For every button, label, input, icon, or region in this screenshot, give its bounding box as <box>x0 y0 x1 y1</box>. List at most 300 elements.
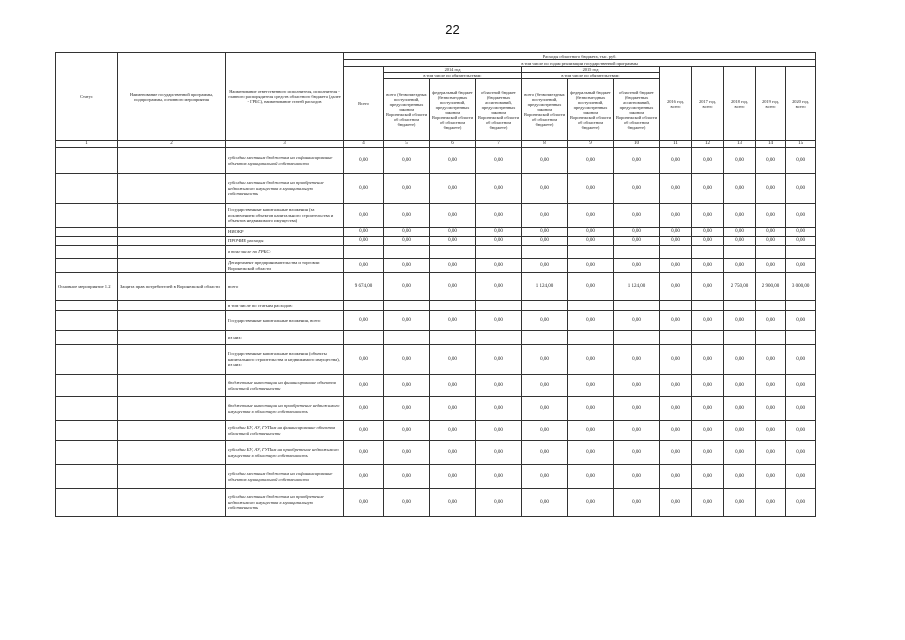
header-federal-2015: федеральный бюджет (безвозмездных поступлений, предусмотренных законом Воронежской области об областном бюджете) <box>568 79 614 141</box>
row-value-cell: 0,00 <box>344 397 384 421</box>
row-value-cell: 0,00 <box>344 259 384 273</box>
row-value-cell: 0,00 <box>430 421 476 441</box>
table-row <box>56 441 816 465</box>
row-value-cell: 1 124,00 <box>614 273 660 301</box>
row-program-cell <box>118 246 226 259</box>
row-item-cell: субсидии местным бюджетам на приобретение недвижимого имущества в муниципальную собственность <box>226 174 344 204</box>
row-item-cell: бюджетные инвестиции на приобретение недвижимого имущества в областную собственность <box>226 397 344 421</box>
row-value-cell: 0,00 <box>724 204 756 228</box>
header-spending-title: Расходы областного бюджета, тыс. руб. <box>344 53 816 60</box>
column-number-cell: 11 <box>660 141 692 148</box>
row-value-cell: 0,00 <box>614 489 660 517</box>
row-value-cell: 0,00 <box>476 375 522 397</box>
row-value-cell: 0,00 <box>568 311 614 331</box>
row-value-cell <box>614 301 660 311</box>
header-year-2019: 2019 год, всего <box>756 67 786 141</box>
row-value-cell: 0,00 <box>344 421 384 441</box>
row-value-cell <box>384 301 430 311</box>
row-value-cell: 0,00 <box>614 345 660 375</box>
row-value-cell: 0,00 <box>522 228 568 237</box>
header-total-obligations-2015: всего (безвозмездных поступлений, предусмотренных законом Воронежской области об областном бюджете) <box>522 79 568 141</box>
row-value-cell: 3 000,00 <box>786 273 816 301</box>
row-status-cell <box>56 489 118 517</box>
row-value-cell: 0,00 <box>384 311 430 331</box>
row-value-cell: 0,00 <box>430 397 476 421</box>
row-value-cell: 0,00 <box>614 311 660 331</box>
row-value-cell <box>568 246 614 259</box>
row-value-cell: 0,00 <box>614 228 660 237</box>
table-row <box>56 397 816 421</box>
column-number-cell: 3 <box>226 141 344 148</box>
row-value-cell: 0,00 <box>384 465 430 489</box>
row-value-cell: 2 900,00 <box>756 273 786 301</box>
row-value-cell: 0,00 <box>724 345 756 375</box>
column-number-cell: 6 <box>430 141 476 148</box>
row-value-cell: 0,00 <box>568 441 614 465</box>
row-value-cell <box>724 331 756 345</box>
row-value-cell: 0,00 <box>692 228 724 237</box>
row-value-cell: 0,00 <box>614 204 660 228</box>
row-program-cell <box>118 489 226 517</box>
row-status-cell <box>56 237 118 246</box>
row-value-cell: 0,00 <box>476 345 522 375</box>
row-value-cell: 0,00 <box>614 237 660 246</box>
row-value-cell <box>430 331 476 345</box>
row-value-cell: 0,00 <box>660 237 692 246</box>
row-value-cell: 0,00 <box>476 441 522 465</box>
row-status-cell <box>56 465 118 489</box>
row-value-cell: 0,00 <box>430 311 476 331</box>
row-value-cell: 0,00 <box>660 273 692 301</box>
row-value-cell: 0,00 <box>786 148 816 174</box>
row-value-cell: 0,00 <box>568 273 614 301</box>
row-value-cell: 0,00 <box>756 204 786 228</box>
row-value-cell: 0,00 <box>344 237 384 246</box>
row-program-cell <box>118 204 226 228</box>
row-value-cell: 0,00 <box>568 489 614 517</box>
row-value-cell: 0,00 <box>724 441 756 465</box>
row-program-cell <box>118 148 226 174</box>
row-value-cell: 0,00 <box>430 273 476 301</box>
row-status-cell <box>56 311 118 331</box>
row-value-cell: 0,00 <box>476 273 522 301</box>
row-program-cell <box>118 311 226 331</box>
row-value-cell: 0,00 <box>430 174 476 204</box>
row-value-cell: 0,00 <box>568 375 614 397</box>
row-value-cell: 0,00 <box>692 345 724 375</box>
budget-table <box>55 52 816 517</box>
row-item-cell: из них: <box>226 331 344 345</box>
row-value-cell <box>786 246 816 259</box>
header-program-name: Наименование государственной программы, подпрограммы, основного мероприятия <box>118 53 226 141</box>
row-program-cell <box>118 174 226 204</box>
table-row <box>56 489 816 517</box>
row-value-cell <box>660 246 692 259</box>
row-value-cell: 0,00 <box>568 259 614 273</box>
row-value-cell: 0,00 <box>786 174 816 204</box>
row-value-cell: 0,00 <box>430 228 476 237</box>
row-value-cell: 0,00 <box>384 148 430 174</box>
row-value-cell: 0,00 <box>786 204 816 228</box>
row-value-cell: 0,00 <box>568 228 614 237</box>
row-value-cell: 0,00 <box>476 148 522 174</box>
row-value-cell: 0,00 <box>476 228 522 237</box>
header-year-2017: 2017 год, всего <box>692 67 724 141</box>
row-value-cell: 0,00 <box>568 421 614 441</box>
row-value-cell: 0,00 <box>692 489 724 517</box>
row-value-cell: 0,00 <box>660 421 692 441</box>
row-item-cell: ПРОЧИЕ расходы <box>226 237 344 246</box>
row-value-cell: 0,00 <box>384 421 430 441</box>
column-number-cell: 15 <box>786 141 816 148</box>
row-value-cell: 0,00 <box>756 421 786 441</box>
row-value-cell: 0,00 <box>344 204 384 228</box>
row-value-cell: 0,00 <box>786 311 816 331</box>
row-status-cell: Основное мероприятие 1.2 <box>56 273 118 301</box>
header-status: Статус <box>56 53 118 141</box>
row-item-cell: всего <box>226 273 344 301</box>
row-value-cell: 0,00 <box>384 259 430 273</box>
row-value-cell <box>430 246 476 259</box>
row-value-cell: 0,00 <box>614 421 660 441</box>
row-value-cell <box>476 246 522 259</box>
row-value-cell: 0,00 <box>724 311 756 331</box>
row-value-cell: 0,00 <box>786 421 816 441</box>
row-value-cell <box>384 331 430 345</box>
row-status-cell <box>56 421 118 441</box>
row-value-cell: 0,00 <box>344 311 384 331</box>
row-status-cell <box>56 345 118 375</box>
row-value-cell: 0,00 <box>430 259 476 273</box>
row-value-cell: 0,00 <box>692 421 724 441</box>
row-value-cell: 0,00 <box>724 174 756 204</box>
row-program-cell: Защита прав потребителей в Воронежской области <box>118 273 226 301</box>
row-value-cell: 0,00 <box>660 465 692 489</box>
row-value-cell: 0,00 <box>614 259 660 273</box>
row-value-cell: 0,00 <box>344 174 384 204</box>
row-value-cell: 0,00 <box>430 465 476 489</box>
row-program-cell <box>118 259 226 273</box>
row-value-cell: 0,00 <box>692 397 724 421</box>
row-value-cell: 0,00 <box>522 259 568 273</box>
table-row <box>56 228 816 237</box>
row-value-cell: 0,00 <box>614 148 660 174</box>
column-number-cell: 10 <box>614 141 660 148</box>
row-value-cell: 0,00 <box>344 465 384 489</box>
row-value-cell: 0,00 <box>660 489 692 517</box>
row-value-cell: 0,00 <box>522 421 568 441</box>
row-value-cell: 0,00 <box>522 237 568 246</box>
row-item-cell: субсидии БУ, АУ, ГУПам на приобретение недвижимого имущества в областную собственность <box>226 441 344 465</box>
row-value-cell <box>786 331 816 345</box>
row-value-cell: 0,00 <box>692 204 724 228</box>
row-value-cell: 0,00 <box>786 259 816 273</box>
row-value-cell <box>568 331 614 345</box>
header-year-2018: 2018 год, всего <box>724 67 756 141</box>
row-value-cell: 0,00 <box>430 345 476 375</box>
row-program-cell <box>118 465 226 489</box>
column-number-cell: 2 <box>118 141 226 148</box>
row-value-cell: 0,00 <box>568 465 614 489</box>
row-value-cell: 0,00 <box>568 148 614 174</box>
row-value-cell: 0,00 <box>724 259 756 273</box>
row-value-cell: 0,00 <box>568 345 614 375</box>
row-value-cell: 0,00 <box>756 375 786 397</box>
table-row <box>56 148 816 174</box>
table-row <box>56 375 816 397</box>
row-value-cell: 0,00 <box>756 311 786 331</box>
row-value-cell: 0,00 <box>522 441 568 465</box>
row-value-cell <box>568 301 614 311</box>
row-value-cell <box>430 301 476 311</box>
row-value-cell: 0,00 <box>430 148 476 174</box>
row-status-cell <box>56 259 118 273</box>
row-value-cell: 0,00 <box>660 345 692 375</box>
row-value-cell <box>344 301 384 311</box>
row-value-cell: 0,00 <box>344 228 384 237</box>
row-value-cell: 0,00 <box>786 228 816 237</box>
row-value-cell <box>522 246 568 259</box>
row-value-cell: 0,00 <box>476 421 522 441</box>
row-status-cell <box>56 228 118 237</box>
row-status-cell <box>56 174 118 204</box>
row-program-cell <box>118 375 226 397</box>
column-number-cell: 14 <box>756 141 786 148</box>
row-value-cell <box>724 246 756 259</box>
table-row <box>56 421 816 441</box>
row-value-cell: 0,00 <box>692 465 724 489</box>
row-value-cell: 0,00 <box>430 375 476 397</box>
row-value-cell <box>522 331 568 345</box>
row-item-cell: бюджетные инвестиции на финансирование объектов областной собственности <box>226 375 344 397</box>
row-program-cell <box>118 331 226 345</box>
row-value-cell: 0,00 <box>692 259 724 273</box>
row-value-cell: 0,00 <box>344 148 384 174</box>
row-value-cell: 0,00 <box>724 421 756 441</box>
row-value-cell: 0,00 <box>724 228 756 237</box>
table-row <box>56 465 816 489</box>
row-value-cell: 0,00 <box>568 397 614 421</box>
table-row <box>56 311 816 331</box>
column-number-cell: 12 <box>692 141 724 148</box>
row-value-cell: 0,00 <box>522 174 568 204</box>
table-row <box>56 204 816 228</box>
page-number: 22 <box>445 22 460 37</box>
row-value-cell: 0,00 <box>522 204 568 228</box>
row-value-cell: 0,00 <box>692 237 724 246</box>
row-value-cell: 0,00 <box>384 345 430 375</box>
row-value-cell: 0,00 <box>522 375 568 397</box>
row-status-cell <box>56 301 118 311</box>
row-value-cell: 0,00 <box>384 237 430 246</box>
row-value-cell: 0,00 <box>786 465 816 489</box>
row-value-cell: 0,00 <box>568 237 614 246</box>
row-value-cell <box>756 301 786 311</box>
row-value-cell: 0,00 <box>660 148 692 174</box>
row-value-cell: 0,00 <box>756 237 786 246</box>
row-program-cell <box>118 228 226 237</box>
table-header <box>56 53 816 141</box>
header-year-2016: 2016 год, всего <box>660 67 692 141</box>
table-row <box>56 237 816 246</box>
row-item-cell: субсидии местным бюджетам на приобретение недвижимого имущества в муниципальную собственность <box>226 489 344 517</box>
header-year-2015: 2015 год <box>522 67 660 73</box>
row-program-cell <box>118 345 226 375</box>
row-value-cell: 0,00 <box>614 174 660 204</box>
row-program-cell <box>118 441 226 465</box>
row-status-cell <box>56 246 118 259</box>
row-value-cell: 0,00 <box>692 273 724 301</box>
row-value-cell: 0,00 <box>756 259 786 273</box>
row-value-cell: 0,00 <box>756 465 786 489</box>
header-by-years: в том числе по годам реализации государственной программы <box>344 60 816 67</box>
row-value-cell: 0,00 <box>344 489 384 517</box>
row-value-cell: 0,00 <box>344 345 384 375</box>
row-value-cell: 0,00 <box>384 204 430 228</box>
row-value-cell: 0,00 <box>756 345 786 375</box>
table-row <box>56 331 816 345</box>
table-row <box>56 174 816 204</box>
row-value-cell: 0,00 <box>476 204 522 228</box>
row-value-cell: 0,00 <box>430 204 476 228</box>
row-value-cell: 0,00 <box>476 489 522 517</box>
row-value-cell: 0,00 <box>430 489 476 517</box>
row-item-cell: в том числе по статьям расходов: <box>226 301 344 311</box>
table-row <box>56 345 816 375</box>
row-value-cell <box>476 331 522 345</box>
row-value-cell: 0,00 <box>786 375 816 397</box>
header-total-obligations-2014: всего (безвозмездных поступлений, предусмотренных законом Воронежской области об областном бюджете) <box>384 79 430 141</box>
row-status-cell <box>56 331 118 345</box>
row-value-cell: 0,00 <box>786 345 816 375</box>
row-value-cell: 0,00 <box>568 174 614 204</box>
row-value-cell: 0,00 <box>522 465 568 489</box>
row-value-cell: 1 124,00 <box>522 273 568 301</box>
row-item-cell: Государственные капитальные вложения (за исключением объектов капитального строительства и объектов недвижимого имущества) <box>226 204 344 228</box>
row-value-cell: 0,00 <box>724 375 756 397</box>
row-value-cell: 0,00 <box>756 228 786 237</box>
row-item-cell: субсидии местным бюджетам на софинансирование объектов муниципальной собственности <box>226 465 344 489</box>
row-value-cell: 0,00 <box>476 465 522 489</box>
row-value-cell: 0,00 <box>430 237 476 246</box>
row-value-cell: 0,00 <box>692 441 724 465</box>
row-value-cell <box>724 301 756 311</box>
row-value-cell: 0,00 <box>756 148 786 174</box>
row-value-cell: 0,00 <box>660 204 692 228</box>
row-value-cell: 0,00 <box>476 259 522 273</box>
row-value-cell: 0,00 <box>692 375 724 397</box>
row-value-cell <box>522 301 568 311</box>
row-value-cell: 0,00 <box>660 259 692 273</box>
table-row <box>56 246 816 259</box>
table-row <box>56 273 816 301</box>
row-value-cell: 0,00 <box>614 441 660 465</box>
row-value-cell: 0,00 <box>522 397 568 421</box>
row-value-cell: 0,00 <box>568 204 614 228</box>
row-program-cell <box>118 301 226 311</box>
row-value-cell: 0,00 <box>786 397 816 421</box>
row-value-cell: 0,00 <box>786 237 816 246</box>
row-value-cell: 0,00 <box>660 397 692 421</box>
row-value-cell <box>692 331 724 345</box>
column-number-cell: 8 <box>522 141 568 148</box>
row-value-cell: 0,00 <box>522 311 568 331</box>
row-value-cell <box>786 301 816 311</box>
row-value-cell: 0,00 <box>384 228 430 237</box>
table-row <box>56 259 816 273</box>
row-value-cell: 0,00 <box>476 397 522 421</box>
row-item-cell: субсидии БУ, АУ, ГУПам на финансирование объектов областной собственности <box>226 421 344 441</box>
row-value-cell: 0,00 <box>476 311 522 331</box>
row-value-cell: 0,00 <box>660 311 692 331</box>
row-value-cell <box>476 301 522 311</box>
row-value-cell <box>384 246 430 259</box>
header-federal-2014: федеральный бюджет (безвозмездных поступлений, предусмотренных законом Воронежской области об областном бюджете) <box>430 79 476 141</box>
row-value-cell: 0,00 <box>692 174 724 204</box>
header-incl-obligations-2015: в том числе по обязательствам: <box>522 73 660 79</box>
header-total: Всего <box>344 67 384 141</box>
row-value-cell: 0,00 <box>724 237 756 246</box>
row-value-cell: 0,00 <box>786 489 816 517</box>
row-item-cell: Департамент предпринимательства и торговли Воронежской области <box>226 259 344 273</box>
row-program-cell <box>118 397 226 421</box>
row-value-cell: 0,00 <box>692 148 724 174</box>
row-value-cell: 0,00 <box>384 174 430 204</box>
row-value-cell: 0,00 <box>476 237 522 246</box>
row-value-cell: 0,00 <box>756 174 786 204</box>
row-value-cell: 9 674,00 <box>344 273 384 301</box>
row-value-cell: 0,00 <box>660 228 692 237</box>
header-year-2014: 2014 год <box>384 67 522 73</box>
row-value-cell: 0,00 <box>724 489 756 517</box>
header-executor: Наименование ответственного исполнителя, исполнителя - главного распорядителя средств областного бюджета (далее - ГРБС), наименование статей расходов <box>226 53 344 141</box>
row-value-cell <box>660 301 692 311</box>
row-status-cell <box>56 441 118 465</box>
column-number-cell: 9 <box>568 141 614 148</box>
row-value-cell: 0,00 <box>344 441 384 465</box>
row-value-cell: 0,00 <box>756 441 786 465</box>
budget-table-sheet <box>55 52 815 517</box>
column-number-cell: 4 <box>344 141 384 148</box>
row-value-cell: 2 750,00 <box>724 273 756 301</box>
row-value-cell: 0,00 <box>614 375 660 397</box>
row-status-cell <box>56 204 118 228</box>
row-value-cell: 0,00 <box>522 489 568 517</box>
row-value-cell: 0,00 <box>660 441 692 465</box>
row-value-cell: 0,00 <box>786 441 816 465</box>
row-value-cell: 0,00 <box>660 375 692 397</box>
row-item-cell: Государственные капитальные вложения (объекты капитального строительства и недвижимого имущества), из них: <box>226 345 344 375</box>
table-row <box>56 301 816 311</box>
header-incl-obligations-2014: в том числе по обязательствам: <box>384 73 522 79</box>
row-status-cell <box>56 148 118 174</box>
row-program-cell <box>118 237 226 246</box>
row-value-cell <box>756 331 786 345</box>
row-value-cell: 0,00 <box>522 148 568 174</box>
table-body <box>56 148 816 517</box>
row-item-cell: субсидии местным бюджетам на софинансирование объектов муниципальной собственности <box>226 148 344 174</box>
row-value-cell <box>614 331 660 345</box>
row-value-cell: 0,00 <box>430 441 476 465</box>
row-program-cell <box>118 421 226 441</box>
row-value-cell: 0,00 <box>724 148 756 174</box>
row-value-cell: 0,00 <box>384 489 430 517</box>
header-regional-2014: областной бюджет (бюджетных ассигнований, предусмотренных законом Воронежской области об областном бюджете) <box>476 79 522 141</box>
row-value-cell <box>344 331 384 345</box>
row-status-cell <box>56 375 118 397</box>
row-value-cell: 0,00 <box>384 397 430 421</box>
row-value-cell: 0,00 <box>614 397 660 421</box>
